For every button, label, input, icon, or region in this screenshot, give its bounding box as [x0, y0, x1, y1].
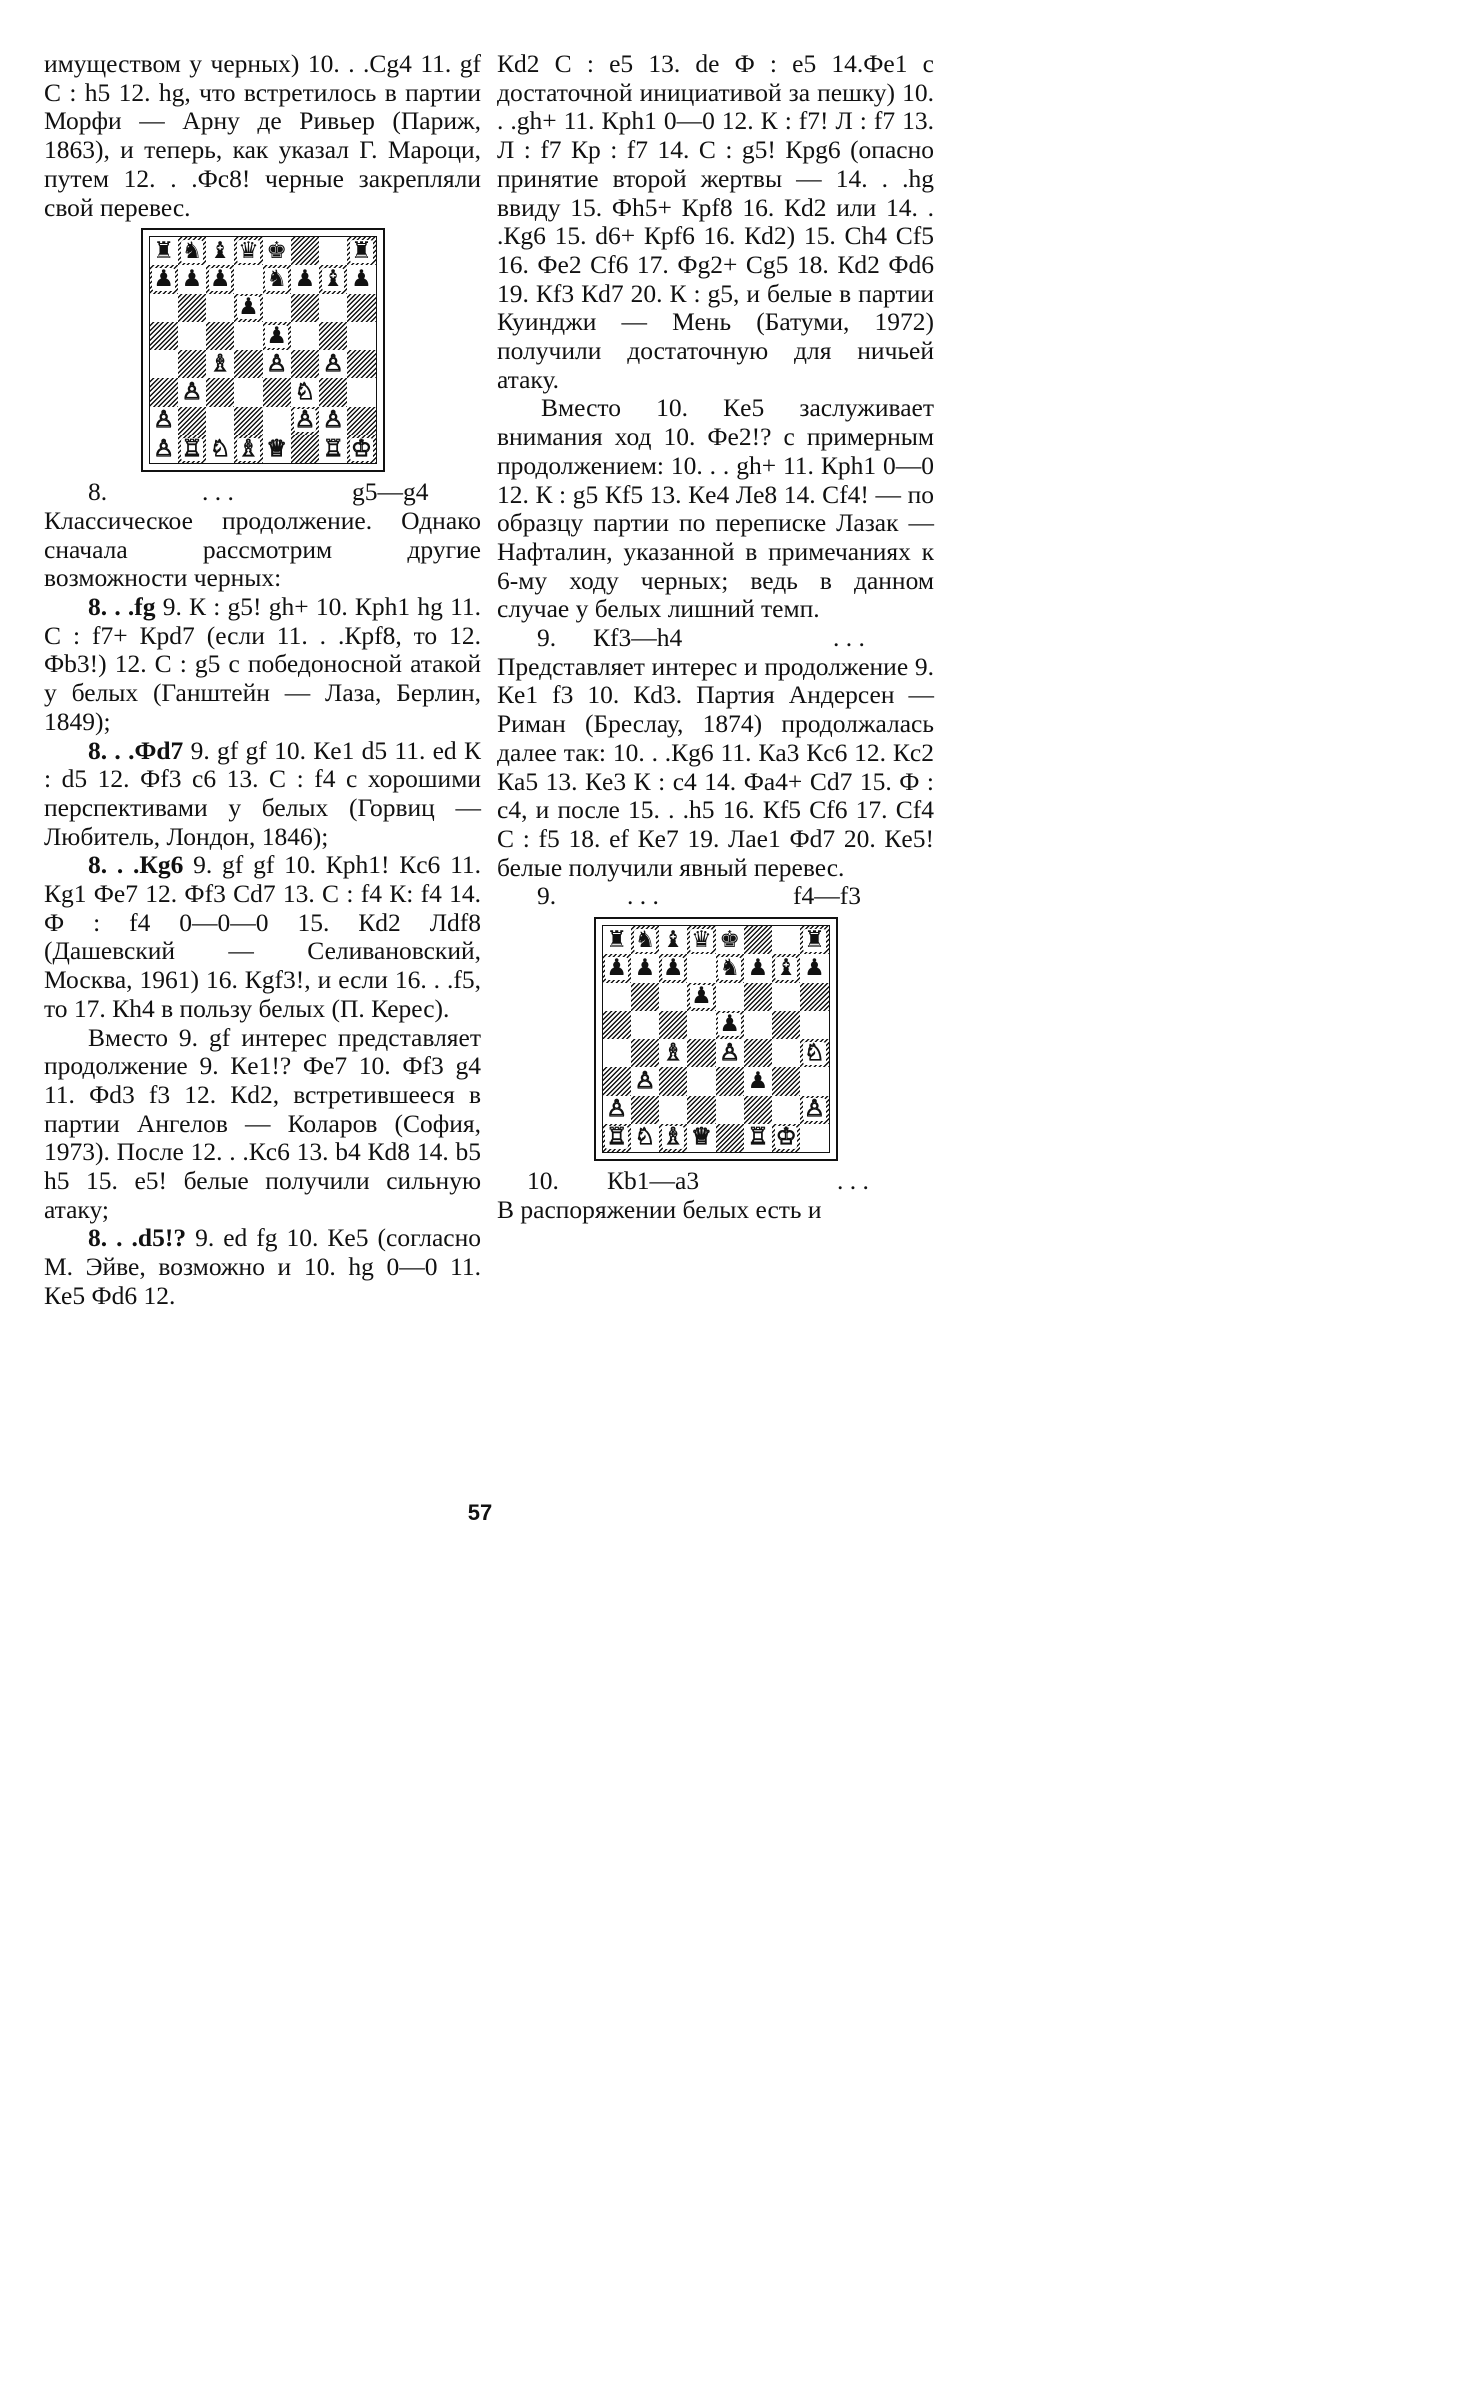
left-paragraph-5 — [44, 851, 481, 1023]
board-square — [206, 378, 234, 406]
board-square — [744, 1039, 772, 1067]
board-square — [659, 1011, 687, 1039]
board-square — [319, 294, 347, 322]
board-square — [772, 1096, 800, 1124]
board-square — [744, 983, 772, 1011]
board-square — [206, 322, 234, 350]
board-square — [687, 1096, 715, 1124]
board-square — [150, 265, 178, 293]
white-pawn-icon: ♙ — [804, 1096, 825, 1123]
board-square — [206, 407, 234, 435]
variation-lead: 8. . .Фd7 — [88, 735, 184, 765]
black-rook-icon: ♜ — [153, 237, 174, 264]
board-square — [319, 350, 347, 378]
board-square — [347, 322, 375, 350]
board-square — [687, 983, 715, 1011]
board-square — [603, 983, 631, 1011]
black-pawn-icon: ♟ — [747, 954, 769, 981]
white-queen-icon: ♕ — [691, 1124, 712, 1151]
variation-lead: 8. . .fg — [88, 592, 156, 622]
board-square — [150, 435, 178, 463]
black-pawn-icon: ♟ — [804, 954, 825, 981]
white-rook-icon: ♖ — [747, 1124, 769, 1151]
black-pawn-icon: ♟ — [238, 294, 259, 321]
black-bishop-icon: ♝ — [775, 954, 797, 981]
move-number: 9. — [537, 623, 557, 653]
board-square — [178, 294, 206, 322]
board-square — [631, 1096, 659, 1124]
board-square — [347, 294, 375, 322]
board-square — [150, 350, 178, 378]
board-square — [772, 1039, 800, 1067]
board-square — [800, 983, 828, 1011]
board-square — [687, 1124, 715, 1152]
board-square — [178, 265, 206, 293]
left-paragraph-1: имуществом у черных) 10. . .Сg4 11. gf С : h5 12. hg, что встретилось в партии Морфи — Арну де Ривьер (Париж, 1863), и теперь, как указал Г. Мароци, путем 12. . .Фс8! черные закрепляли свой перевес. — [44, 49, 481, 222]
left-paragraph-2: Классическое продолжение. Однако сначала рассмотрим другие возможности черных: — [44, 505, 481, 593]
board-square — [631, 926, 659, 954]
white-pawn-icon: ♙ — [606, 1096, 627, 1123]
board-square — [603, 1067, 631, 1095]
board-square — [744, 926, 772, 954]
move-9b-line — [497, 882, 934, 911]
left-paragraph-7 — [44, 1224, 481, 1310]
board-square — [800, 926, 828, 954]
move-dots: . . . — [833, 623, 865, 653]
board-square — [319, 265, 347, 293]
black-pawn-icon: ♟ — [181, 266, 203, 293]
white-bishop-icon: ♗ — [662, 1039, 684, 1066]
white-knight-icon: ♘ — [209, 435, 231, 462]
board-square — [150, 407, 178, 435]
chessboard — [150, 237, 376, 463]
variation-text: 9. ed fg 10. Кe5 (согласно М. Эйве, возможно и 10. hg 0—0 11. Кe5 Фd6 12. — [44, 1223, 481, 1310]
left-column — [44, 50, 481, 1311]
white-bishop-icon: ♗ — [662, 1124, 684, 1151]
board-square — [659, 1039, 687, 1067]
board-square — [291, 294, 319, 322]
board-square — [206, 435, 234, 463]
board-square — [800, 1096, 828, 1124]
board-square — [603, 1096, 631, 1124]
white-pawn-icon: ♙ — [153, 435, 174, 462]
board-square — [772, 926, 800, 954]
board-square — [347, 350, 375, 378]
board-square — [178, 350, 206, 378]
chessboard — [603, 926, 829, 1152]
board-square — [263, 378, 291, 406]
board-square — [263, 237, 291, 265]
board-square — [291, 237, 319, 265]
board-square — [234, 350, 262, 378]
board-square — [631, 954, 659, 982]
black-knight-icon: ♞ — [719, 954, 740, 981]
variation-lead: 8. . .d5!? — [88, 1223, 187, 1253]
board-square — [716, 926, 744, 954]
board-square — [603, 954, 631, 982]
variation-text: 9. gf gf 10. Кe1 d5 11. ed К : d5 12. Фf3 c6 13. С : f4 с хорошими перспективами у белых (Горвиц — Любитель, Лондон, 1846); — [44, 735, 481, 851]
black-pawn-icon: ♟ — [294, 266, 316, 293]
white-pawn-icon: ♙ — [266, 350, 287, 377]
board-square — [234, 294, 262, 322]
white-pawn-icon: ♙ — [634, 1067, 656, 1094]
board-square — [800, 1124, 828, 1152]
move-10-line — [497, 1167, 934, 1196]
board-square — [603, 1039, 631, 1067]
board-square — [263, 350, 291, 378]
white-pawn-icon: ♙ — [294, 407, 316, 434]
white-rook-icon: ♖ — [322, 435, 344, 462]
variation-lead: 8. . .Кg6 — [88, 850, 184, 880]
board-square — [319, 435, 347, 463]
board-square — [631, 1039, 659, 1067]
black-knight-icon: ♞ — [266, 266, 287, 293]
board-square — [659, 954, 687, 982]
move-number: 10. — [527, 1166, 559, 1196]
board-square — [772, 983, 800, 1011]
board-square — [234, 322, 262, 350]
board-square — [263, 265, 291, 293]
board-square — [319, 378, 347, 406]
board-square — [319, 237, 347, 265]
white-king-icon: ♔ — [351, 435, 372, 462]
white-knight-icon: ♘ — [294, 379, 316, 406]
board-square — [150, 322, 178, 350]
white-rook-icon: ♖ — [181, 435, 203, 462]
board-square — [234, 378, 262, 406]
black-pawn-icon: ♟ — [662, 954, 684, 981]
black-bishop-icon: ♝ — [662, 926, 684, 953]
board-square — [744, 954, 772, 982]
chess-diagram-2 — [594, 917, 838, 1161]
right-paragraph-2: Вместо 10. Кe5 заслуживает внимания ход 10. Фe2!? с примерным продолжением: 10. . . gh+ 11. Крh1 0—0 12. К : g5 Кf5 13. Кe4 Лe8 14. Сf4! — по образцу партии по переписке Лазак — Нафталин, указанной в примечаниях к 6-му ходу черных; ведь в данном случае у белых лишний темп. — [497, 393, 934, 624]
board-square — [716, 1011, 744, 1039]
move-dots: . . . — [627, 881, 659, 911]
board-square — [659, 926, 687, 954]
black-pawn-icon: ♟ — [634, 954, 656, 981]
board-square — [263, 407, 291, 435]
board-square — [206, 294, 234, 322]
board-square — [687, 954, 715, 982]
board-square — [631, 1124, 659, 1152]
board-square — [234, 407, 262, 435]
board-square — [291, 435, 319, 463]
black-king-icon: ♚ — [266, 237, 287, 264]
board-square — [603, 1124, 631, 1152]
board-square — [772, 1124, 800, 1152]
board-square — [206, 265, 234, 293]
board-square — [800, 1067, 828, 1095]
board-square — [687, 1039, 715, 1067]
black-queen-icon: ♛ — [238, 237, 259, 264]
move-number: 8. — [88, 477, 108, 507]
white-king-icon: ♔ — [775, 1124, 797, 1151]
board-square — [687, 1011, 715, 1039]
black-rook-icon: ♜ — [804, 926, 825, 953]
black-pawn-icon: ♟ — [209, 266, 231, 293]
white-pawn-icon: ♙ — [719, 1039, 740, 1066]
board-square — [206, 350, 234, 378]
board-square — [744, 1096, 772, 1124]
white-bishop-icon: ♗ — [238, 435, 259, 462]
move-9-line — [497, 624, 934, 653]
white-pawn-icon: ♙ — [153, 407, 174, 434]
move-dots: . . . — [837, 1166, 869, 1196]
board-square — [319, 407, 347, 435]
board-square — [347, 378, 375, 406]
board-square — [263, 435, 291, 463]
move-dots: . . . — [202, 477, 234, 507]
chess-diagram-1 — [141, 228, 385, 472]
move-notation: Кb1—a3 — [607, 1166, 700, 1196]
board-square — [291, 322, 319, 350]
black-bishop-icon: ♝ — [322, 266, 344, 293]
board-square — [347, 435, 375, 463]
board-square — [178, 322, 206, 350]
board-square — [800, 1039, 828, 1067]
white-pawn-icon: ♙ — [181, 379, 203, 406]
board-square — [319, 322, 347, 350]
black-bishop-icon: ♝ — [209, 237, 231, 264]
white-pawn-icon: ♙ — [322, 350, 344, 377]
left-paragraph-4 — [44, 737, 481, 852]
white-knight-icon: ♘ — [804, 1039, 825, 1066]
white-queen-icon: ♕ — [266, 435, 287, 462]
board-square — [631, 1011, 659, 1039]
move-notation: f4—f3 — [793, 881, 861, 911]
board-square — [772, 954, 800, 982]
board-square — [291, 378, 319, 406]
black-knight-icon: ♞ — [634, 926, 656, 953]
move-number: 9. — [537, 881, 557, 911]
board-square — [744, 1067, 772, 1095]
board-square — [772, 1011, 800, 1039]
board-square — [291, 350, 319, 378]
move-8-line — [44, 478, 481, 507]
board-square — [659, 1124, 687, 1152]
board-square — [687, 926, 715, 954]
left-paragraph-3 — [44, 593, 481, 737]
board-square — [716, 954, 744, 982]
white-knight-icon: ♘ — [634, 1124, 656, 1151]
black-pawn-icon: ♟ — [747, 1067, 769, 1094]
board-square — [744, 1124, 772, 1152]
board-square — [291, 407, 319, 435]
page-number: 57 — [467, 1500, 493, 1525]
board-square — [150, 237, 178, 265]
board-square — [150, 294, 178, 322]
black-pawn-icon: ♟ — [351, 266, 372, 293]
board-square — [234, 265, 262, 293]
board-square — [347, 237, 375, 265]
board-square — [631, 983, 659, 1011]
black-pawn-icon: ♟ — [153, 266, 174, 293]
right-paragraph-4: В распоряжении белых есть и — [497, 1194, 822, 1224]
black-pawn-icon: ♟ — [719, 1011, 740, 1038]
black-knight-icon: ♞ — [181, 237, 203, 264]
board-square — [716, 1096, 744, 1124]
board-square — [800, 1011, 828, 1039]
board-square — [659, 1096, 687, 1124]
board-square — [291, 265, 319, 293]
black-rook-icon: ♜ — [606, 926, 627, 953]
board-square — [206, 237, 234, 265]
board-square — [631, 1067, 659, 1095]
left-paragraph-6: Вместо 9. gf интерес представляет продолжение 9. Кe1!? Фe7 10. Фf3 g4 11. Фd3 f3 12. Кd2, встретившееся в партии Ангелов — Коларов (София, 1973). После 12. . .Кc6 13. b4 Кd8 14. b5 h5 15. e5! белые получили сильную атаку; — [44, 1022, 481, 1224]
board-square — [150, 378, 178, 406]
move-notation: g5—g4 — [352, 477, 429, 507]
board-square — [178, 407, 206, 435]
black-king-icon: ♚ — [719, 926, 740, 953]
board-square — [347, 407, 375, 435]
board-square — [716, 983, 744, 1011]
board-square — [659, 983, 687, 1011]
board-square — [178, 435, 206, 463]
board-square — [603, 1011, 631, 1039]
black-queen-icon: ♛ — [691, 926, 712, 953]
board-square — [263, 294, 291, 322]
board-square — [716, 1124, 744, 1152]
board-square — [178, 237, 206, 265]
board-square — [716, 1067, 744, 1095]
right-paragraph-1: Кd2 С : e5 13. de Ф : e5 14.Фe1 с достаточной инициативой за пешку) 10. . .gh+ 11. Крh1 0—0 12. К : f7! Л : f7 13. Л : f7 Кр : f7 14. С : g5! Крg6 (опасно принятие второй жертвы — 14. . .hg ввиду 15. Фh5+ Крf8 16. Кd2 или 14. . .Кg6 15. d6+ Крf6 16. Кd2) 15. Сh4 Сf5 16. Фe2 Сf6 17. Фg2+ Сg5 18. Кd2 Фd6 19. Кf3 Кd7 20. К : g5, и белые в партии Куинджи — Мень (Батуми, 1972) получили достаточную для ничьей атаку. — [497, 49, 934, 394]
board-square — [347, 265, 375, 293]
black-pawn-icon: ♟ — [606, 954, 627, 981]
move-notation: Кf3—h4 — [593, 623, 683, 653]
board-square — [772, 1067, 800, 1095]
board-square — [234, 237, 262, 265]
right-column — [497, 50, 934, 1224]
board-square — [234, 435, 262, 463]
board-square — [744, 1011, 772, 1039]
board-square — [603, 926, 631, 954]
white-bishop-icon: ♗ — [209, 350, 231, 377]
black-pawn-icon: ♟ — [266, 322, 287, 349]
black-pawn-icon: ♟ — [691, 983, 712, 1010]
board-square — [687, 1067, 715, 1095]
variation-text: 9. gf gf 10. Крh1! Кc6 11. Кg1 Фe7 12. Фf3 Сd7 13. С : f4 К: f4 14. Ф : f4 0—0—0 15. Кd2 Лdf8 (Дашевский — Селивановский, Москва, 1961) 16. Кgf3!, и если 16. . .f5, то 17. Кh4 в пользу белых (П. Керес). — [44, 850, 481, 1023]
black-rook-icon: ♜ — [351, 237, 372, 264]
board-square — [263, 322, 291, 350]
right-paragraph-3: Представляет интерес и продолжение 9. Кe1 f3 10. Кd3. Партия Андерсен — Риман (Бреслау, 1874) продолжалась далее так: 10. . .Кg6 11. Кa3 Кc6 12. Кc2 Кa5 13. Кe3 К : c4 14. Фa4+ Сd7 15. Ф : c4, и после 15. . .h5 16. Кf5 Сf6 17. Сf4 С : f5 18. ef Кe7 19. Лae1 Фd7 20. Кe5! белые получили явный перевес. — [497, 651, 934, 882]
white-rook-icon: ♖ — [606, 1124, 627, 1151]
white-pawn-icon: ♙ — [322, 407, 344, 434]
board-square — [800, 954, 828, 982]
board-square — [178, 378, 206, 406]
variation-text: 9. К : g5! gh+ 10. Крh1 hg 11. С : f7+ Крd7 (если 11. . .Крf8, то 12. Фb3!) 12. С : g5 с победоносной атакой у белых (Ганштейн — Лаза, Берлин, 1849); — [44, 592, 481, 736]
board-square — [659, 1067, 687, 1095]
board-square — [716, 1039, 744, 1067]
